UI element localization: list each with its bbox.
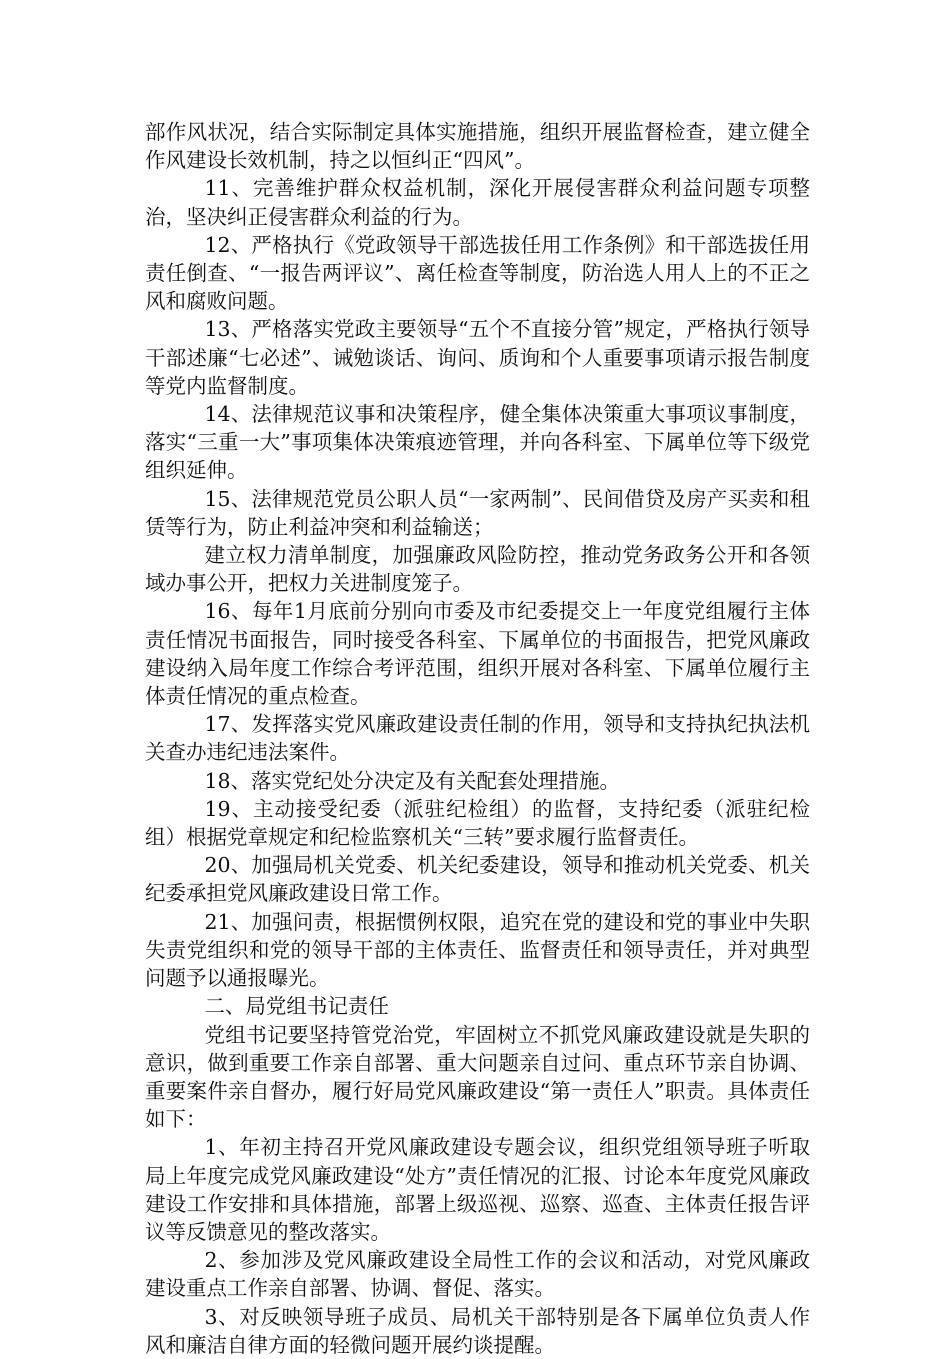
paragraph-item-17: 17、发挥落实党风廉政建设责任制的作用，领导和支持执纪执法机关查办违纪违法案件。 [145, 712, 810, 765]
paragraph-item-11: 11、完善维护群众权益机制，深化开展侵害群众利益问题专项整治，坚决纠正侵害群众利益的行为。 [145, 176, 810, 229]
paragraph-secretary-item-1: 1、年初主持召开党风廉政建设专题会议，组织党组领导班子听取局上年度完成党风廉政建设“处方”责任情况的汇报、讨论本年度党风廉政建设工作安排和具体措施，部署上级巡视、巡察、巡查、主体责任报告评议等反馈意见的整改落实。 [145, 1135, 810, 1244]
paragraph-item-14: 14、法律规范议事和决策程序，健全集体决策重大事项议事制度，落实“三重一大”事项集体决策痕迹管理，并向各科室、下属单位等下级党组织延伸。 [145, 402, 810, 483]
paragraph-item-18: 18、落实党纪处分决定及有关配套处理措施。 [204, 768, 621, 793]
paragraph-secretary-intro: 党组书记要坚持管党治党，牢固树立不抓党风廉政建设就是失职的意识，做到重要工作亲自部署、重大问题亲自过问、重点环节亲自协调、重要案件亲自督办，履行好局党风廉政建设“第一责任人”职责。具体责任如下： [145, 1022, 810, 1132]
paragraph-item-12: 12、严格执行《党政领导干部选拔任用工作条例》和干部选拔任用责任倒查、“一报告两评议”、离任检查等制度，防治选人用人上的不正之风和腐败问题。 [145, 232, 810, 314]
paragraph-item-21: 21、加强问责，根据惯例权限，追究在党的建设和党的事业中失职失责党组织和党的领导干部的主体责任、监督责任和领导责任，并对典型问题予以通报曝光。 [145, 909, 810, 991]
paragraph-continuation: 部作风状况，结合实际制定具体实施措施，组织开展监督检查，建立健全作风建设长效机制，持之以恒纠正“四风”。 [145, 120, 810, 173]
paragraph-item-13: 13、严格落实党政主要领导“五个不直接分管”规定，严格执行领导干部述廉“七必述”、诫勉谈话、询问、质询和个人重要事项请示报告制度等党内监督制度。 [145, 317, 810, 398]
paragraph-power-list: 建立权力清单制度，加强廉政风险防控，推动党务政务公开和各领域办事公开，把权力关进制度笼子。 [145, 543, 810, 596]
paragraph-secretary-item-3: 3、对反映领导班子成员、局机关干部特别是各下属单位负责人作风和廉洁自律方面的轻微问题开展约谈提醒。 [145, 1304, 810, 1357]
paragraph-item-20: 20、加强局机关党委、机关纪委建设，领导和推动机关党委、机关纪委承担党风廉政建设日常工作。 [145, 853, 810, 906]
paragraph-item-16: 16、每年1月底前分别向市委及市纪委提交上一年度党组履行主体责任情况书面报告，同时接受各科室、下属单位的书面报告，把党风廉政建设纳入局年度工作综合考评范围，组织开展对各科室、下属单位履行主体责任情况的重点检查。 [145, 599, 810, 709]
paragraph-item-15: 15、法律规范党员公职人员“一家两制”、民间借贷及房产买卖和租赁等行为，防止利益冲突和利益输送； [145, 486, 810, 539]
paragraph-secretary-item-2: 2、参加涉及党风廉政建设全局性工作的会议和活动，对党风廉政建设重点工作亲自部署、协调、督促、落实。 [145, 1248, 810, 1301]
paragraph-item-19: 19、主动接受纪委（派驻纪检组）的监督，支持纪委（派驻纪检组）根据党章规定和纪检监察机关“三转”要求履行监督责任。 [145, 796, 810, 850]
section-heading: 二、局党组书记责任 [204, 994, 389, 1019]
document-body [145, 118, 810, 1359]
